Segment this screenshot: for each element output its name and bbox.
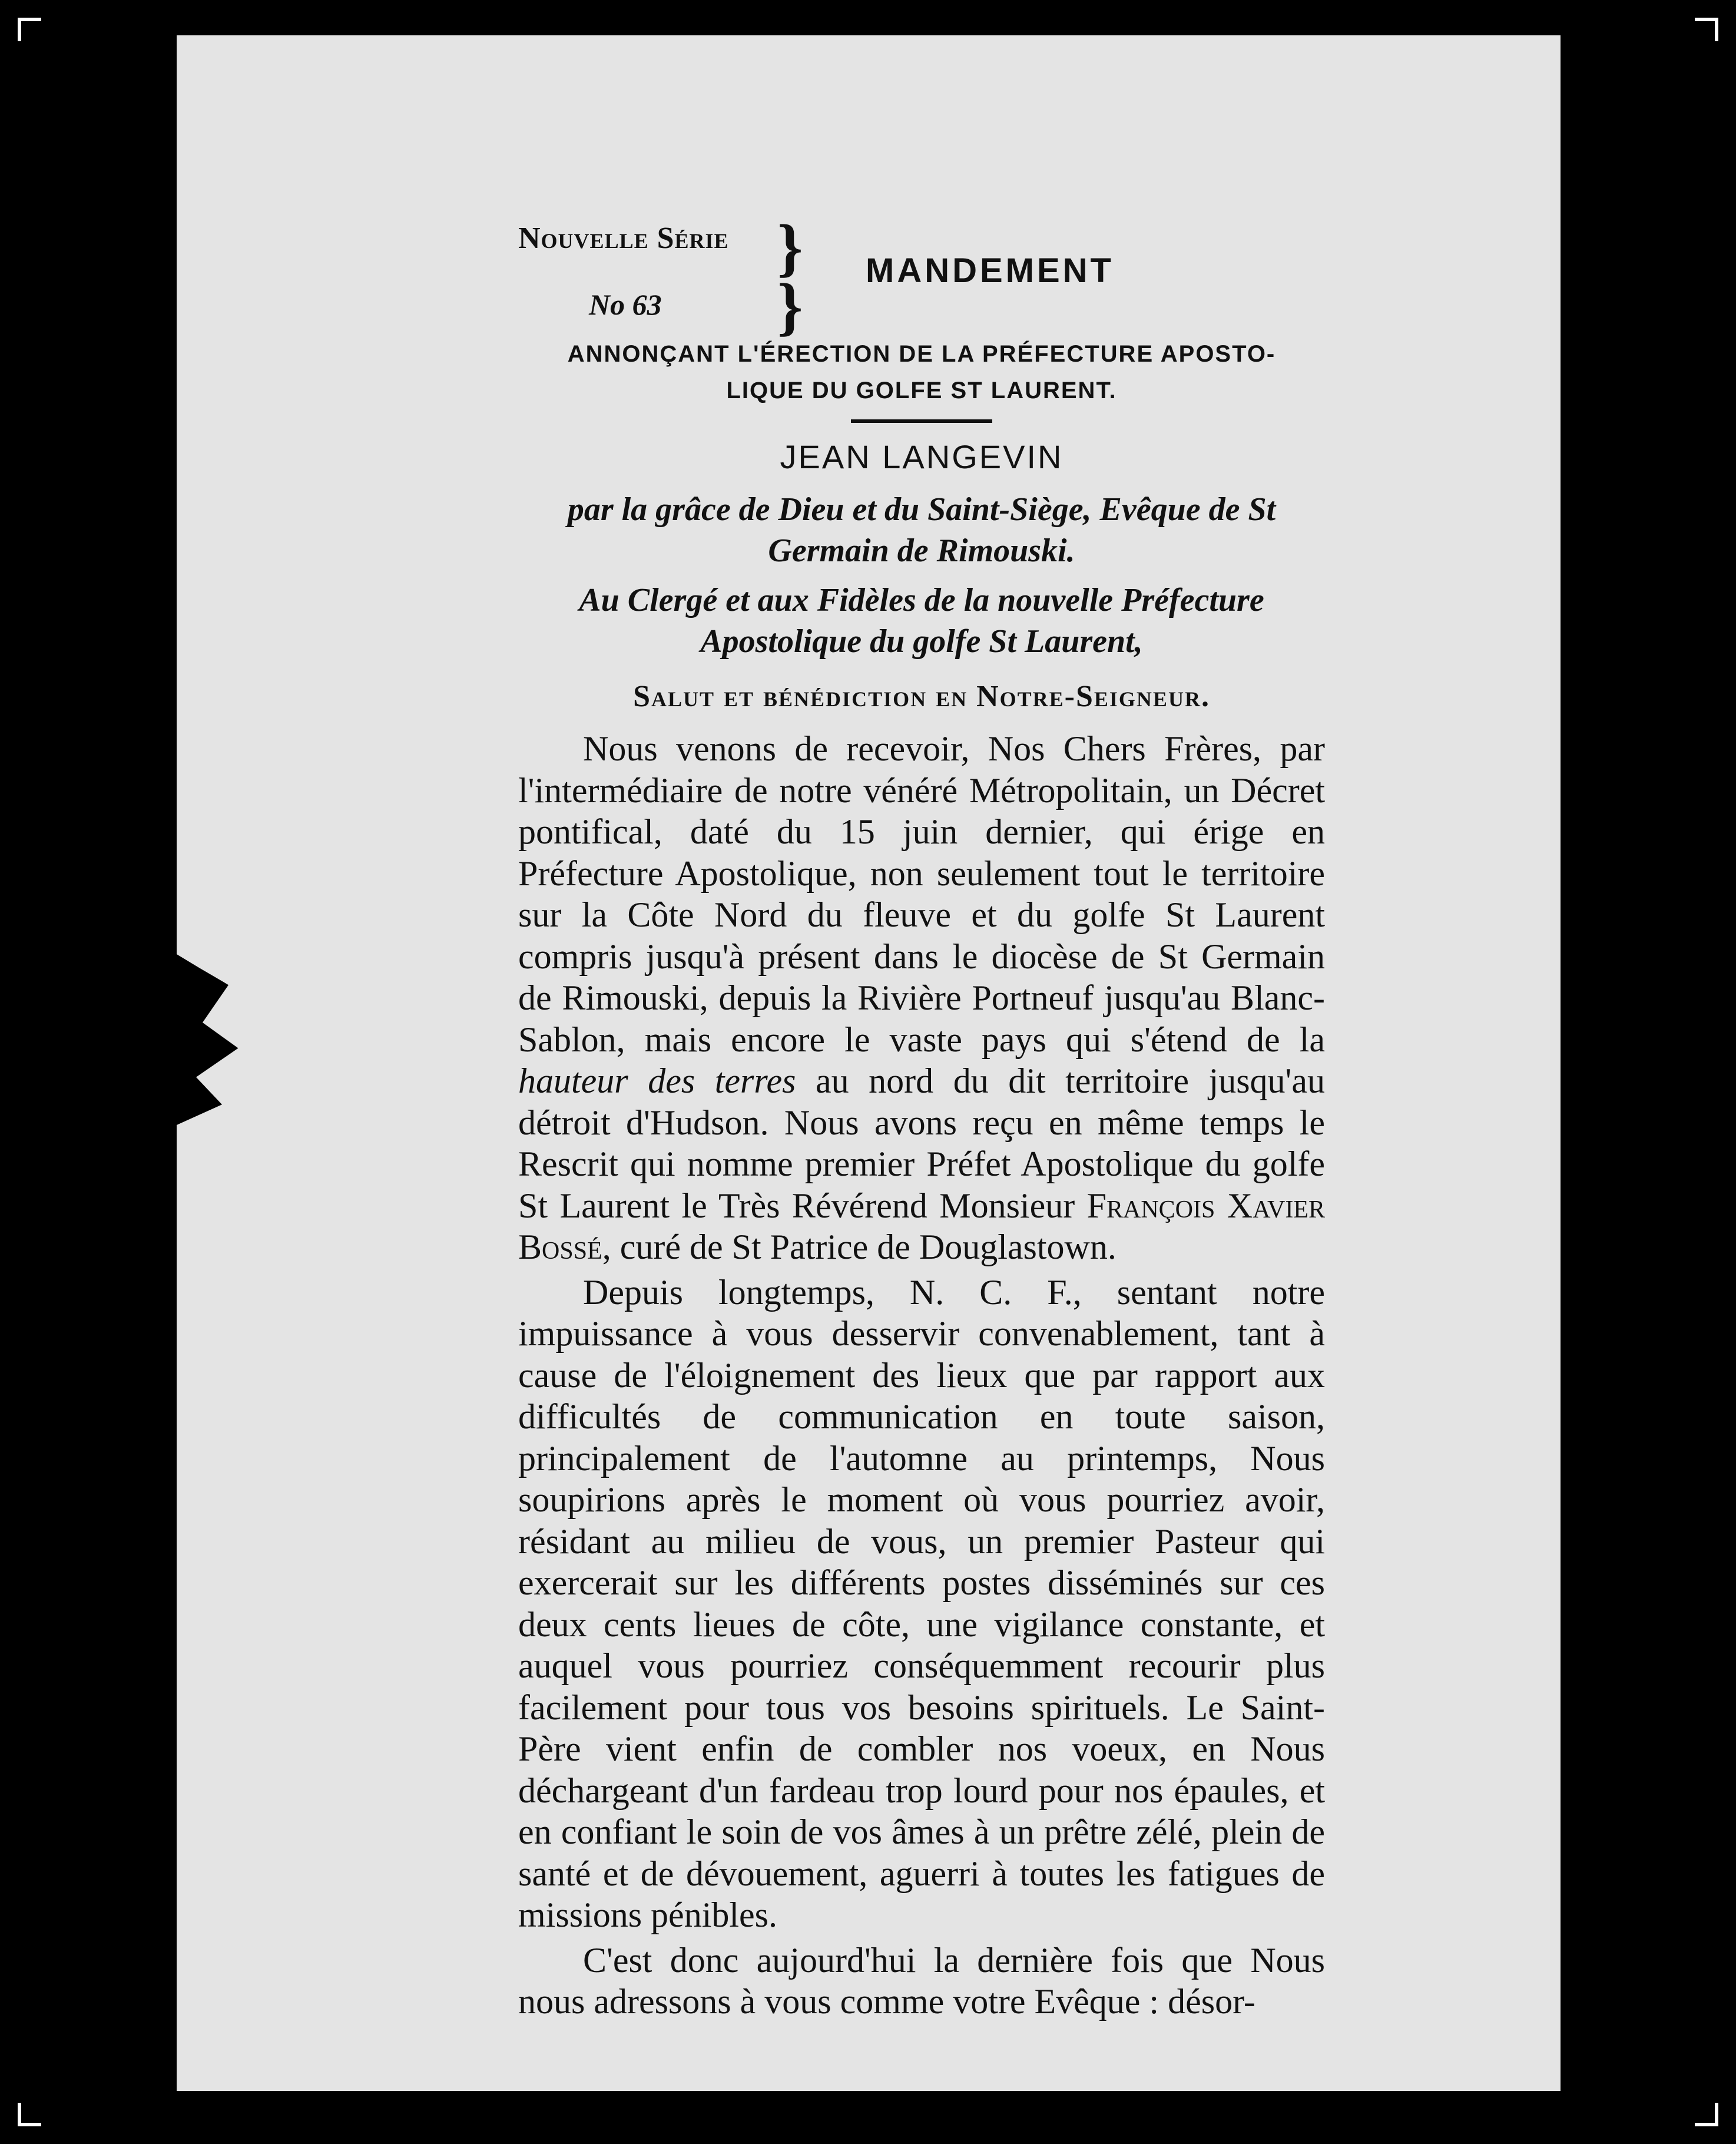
divider — [851, 419, 992, 423]
issue-number: No 63 — [589, 288, 662, 321]
emphasis-text: hauteur des terres — [518, 1061, 796, 1100]
crop-mark — [18, 18, 21, 41]
document-header — [518, 211, 1325, 342]
crop-mark — [1715, 18, 1718, 41]
brace-bottom: } — [777, 270, 803, 342]
paragraph — [518, 728, 1325, 1268]
paragraph-text: , curé de St Patrice de Douglastown. — [602, 1227, 1117, 1266]
salutation: Salut et bénédiction en Notre-Seigneur. — [633, 680, 1210, 713]
brace-top: } — [777, 211, 803, 283]
paragraph-text: Nous venons de recevoir, Nos Chers Frères, par l'intermédiaire de notre vénéré Métropolitain, un Décret pontifical, daté du 15 juin dernier, qui érige en Préfecture Apostolique, non seulement tout le territoire sur la Côte Nord du fleuve et du golfe St Laurent compris jusqu'à présent dans le diocèse de St Germain de Rimouski, depuis la Rivière Portneuf jusqu'au Blanc-Sablon, mais encore le vaste pays qui s'étend de la — [518, 729, 1325, 1059]
document-page — [518, 211, 1325, 2026]
subtitle-line: LIQUE DU GOLFE ST LAURENT. — [726, 378, 1117, 403]
recipients: Au Clergé et aux Fidèles de la nouvelle Préfecture Apostolique du golfe St Laurent, — [579, 582, 1264, 660]
person-name: François Xavier Bossé — [518, 1186, 1325, 1266]
crop-mark — [1695, 18, 1718, 21]
series-label: Nouvelle Série — [518, 221, 729, 255]
subtitle-line: ANNONÇANT L'ÉRECTION DE LA PRÉFECTURE APOSTO- — [567, 341, 1276, 367]
crop-mark — [18, 18, 41, 21]
paragraph: Depuis longtemps, N. C. F., sentant notre impuissance à vous desservir convenablement, tant à cause de l'éloignement des lieux que par rapport aux difficultés de communication en toute saison, principalement de l'automne au printemps, Nous soupirions après le moment où vous pourriez avoir, résidant au milieu de vous, un premier Pasteur qui exercerait sur les différents postes disséminés sur ces deux cents lieues de côte, une vigilance constante, et auquel vous pourriez conséquemment recourir plus facilement pour tous vos besoins spirituels. Le Saint-Père vient enfin de combler nos voeux, en Nous déchargeant d'un fardeau trop lourd pour nos épaules, et en confiant le soin de vos âmes à un prêtre zélé, plein de santé et de dévouement, aguerri à toutes les fatigues de missions pénibles. — [518, 1272, 1325, 1934]
paragraph: C'est donc aujourd'hui la dernière fois que Nous nous adressons à vous comme votre Evêque : désor- — [518, 1940, 1325, 2021]
document-subtitle — [518, 336, 1325, 409]
paragraph-text: au nord du dit territoire jusqu'au détroit d'Hudson. Nous avons reçu en même temps le Rescrit qui nomme premier Préfet Apostolique du golfe St Laurent le Très Révérend Monsieur — [518, 1061, 1325, 1225]
document-type: MANDEMENT — [866, 252, 1114, 290]
crop-mark — [1695, 2123, 1718, 2126]
crop-mark — [18, 2123, 41, 2126]
author-title: par la grâce de Dieu et du Saint-Siège, Evêque de St Germain de Rimouski. — [567, 491, 1276, 569]
author-name: JEAN LANGEVIN — [780, 438, 1064, 475]
